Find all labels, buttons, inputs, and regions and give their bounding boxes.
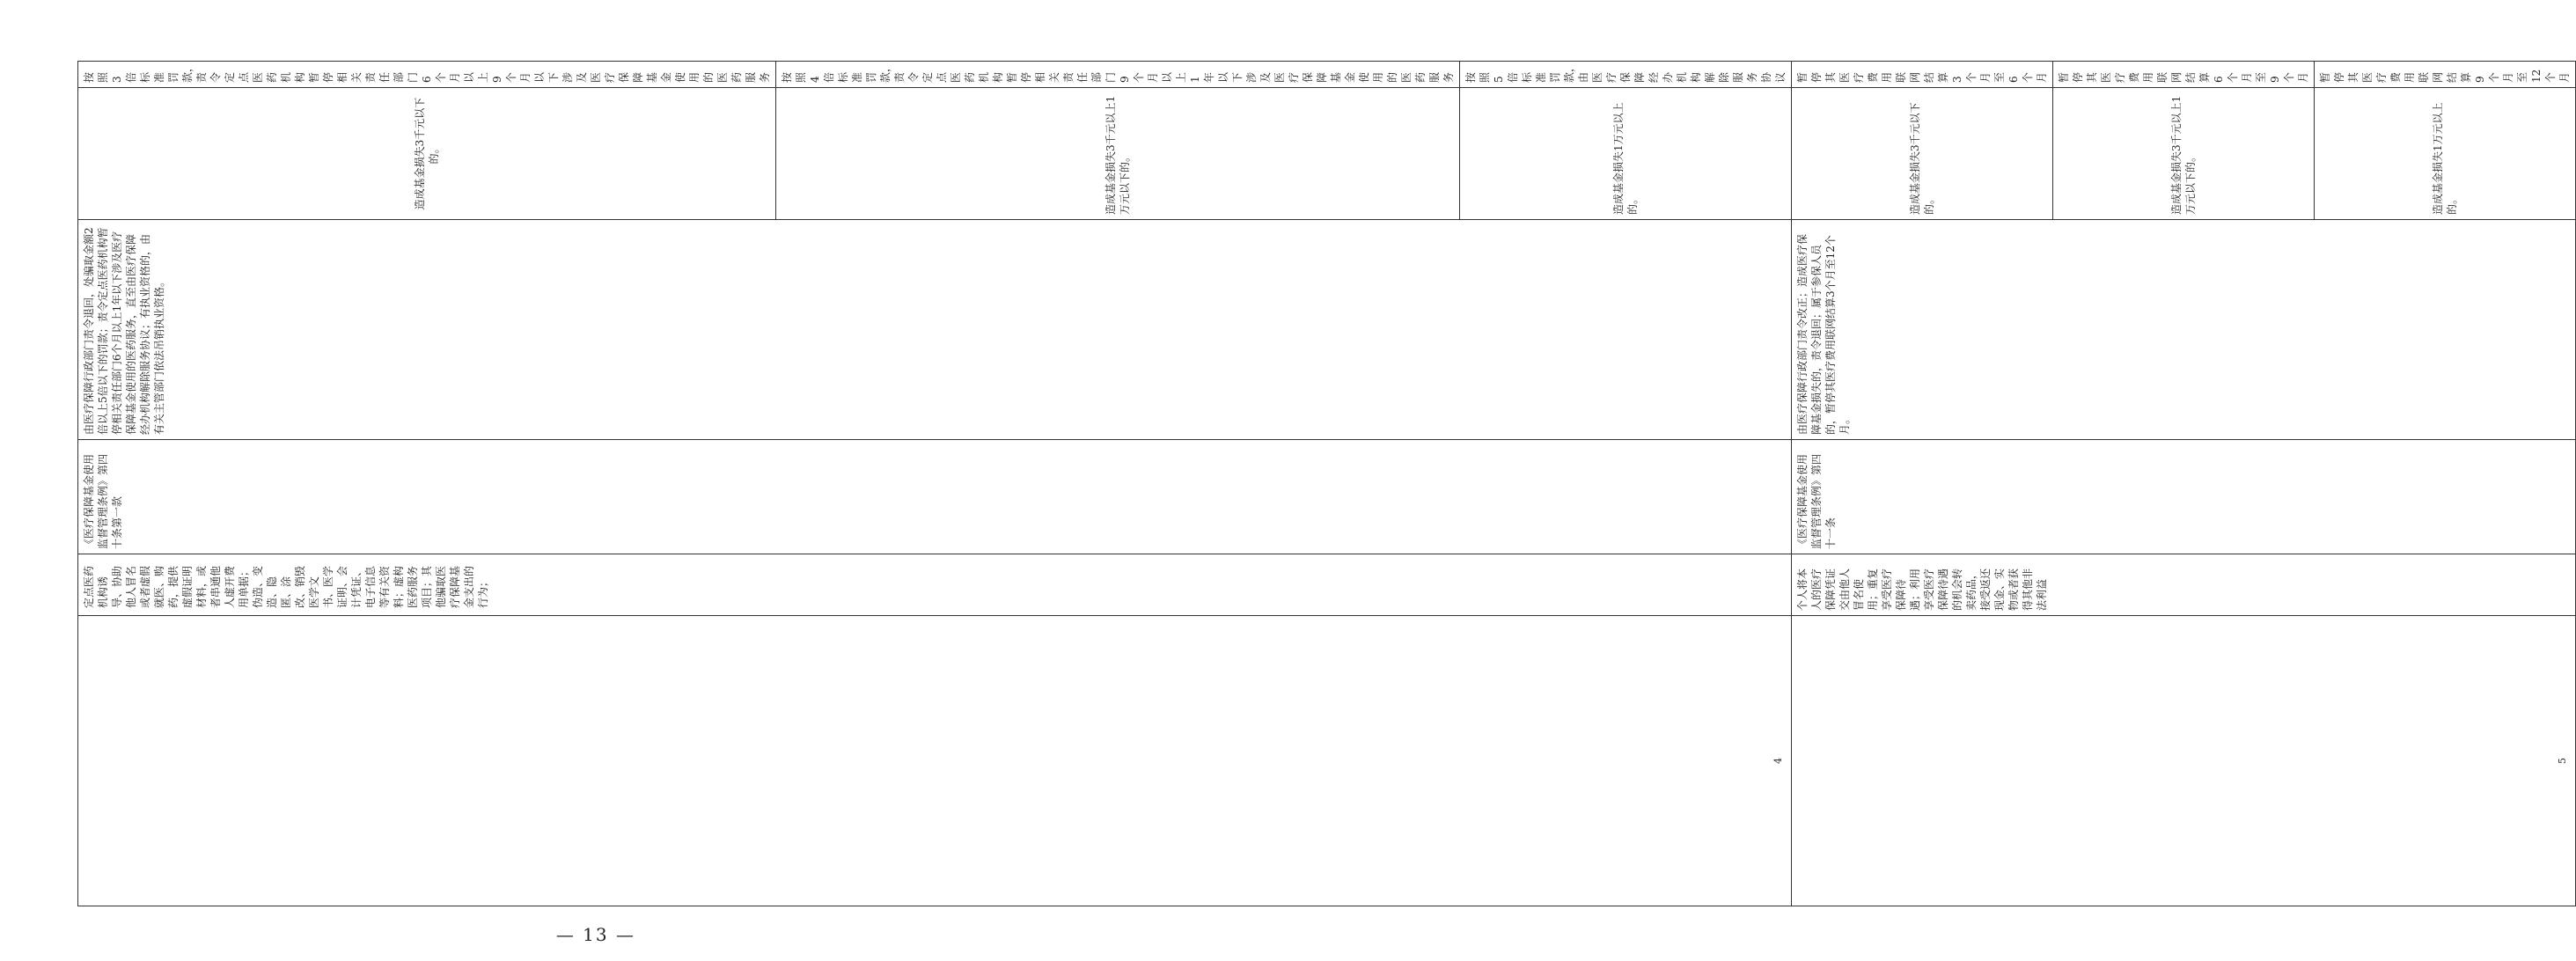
row4-action-1: 按照3倍标准罚款，责令定点医药机构暂停相关责任部门6个月以上9个月以下涉及医疗保障基金使用的医药服务	[78, 62, 776, 88]
row4-penalty: 由医疗保障行政部门责令退回，处骗取金额2倍以上5倍以下的罚款；责令定点医药机构暂停相关责任部门6个月以上1年以下涉及医疗保障基金使用的医药服务，直至由医疗保障经办机构解除服务协议；有执业资格的，由有关主管部门依法吊销执业资格。	[78, 220, 1792, 440]
row5-basis: 《医疗保障基金使用监督管理条例》第四十一条	[1792, 440, 2576, 554]
row5-penalty: 由医疗保障行政部门责令改正；造成医疗保障基金损失的，责令退回；属于参保人员的，暂停其医疗费用联网结算3个月至12个月。	[1792, 220, 2576, 440]
row5-action-2: 暂停其医疗费用联网结算6个月至9个月	[2053, 62, 2315, 88]
page-number: — 13 —	[555, 924, 635, 945]
row4-basis: 《医疗保障基金使用监督管理条例》第四十条第一款	[78, 440, 1792, 554]
row5-conduct: 个人将本人的医疗保障凭证交由他人冒名使用；重复享受医疗保障待遇；利用享受医疗保障待遇的机会转卖药品，接受返还现金、实物或者获得其他非法利益	[1792, 554, 2576, 616]
row4-condition-2: 造成基金损失3千元以上1万元以下的。	[776, 88, 1460, 220]
row4-number: 4	[78, 616, 1792, 906]
penalty-standards-table	[77, 61, 2576, 906]
row5-action-3: 暂停其医疗费用联网结算9个月至12个月	[2315, 62, 2576, 88]
row4-condition-1: 造成基金损失3千元以下的。	[78, 88, 776, 220]
row5-condition-3: 造成基金损失1万元以上的。	[2315, 88, 2576, 220]
row5-condition-1: 造成基金损失3千元以下的。	[1792, 88, 2053, 220]
table-row-5	[1792, 62, 2053, 906]
row5-condition-2: 造成基金损失3千元以上1万元以下的。	[2053, 88, 2315, 220]
row4-action-3: 按照5倍标准罚款，由医疗保障经办机构解除服务协议	[1460, 62, 1792, 88]
row4-action-2: 按照4倍标准罚款，责令定点医药机构暂停相关责任部门9个月以上1年以下涉及医疗保障基金使用的医药服务	[776, 62, 1460, 88]
table-row-4	[78, 62, 776, 906]
row5-action-1: 暂停其医疗费用联网结算3个月至6个月	[1792, 62, 2053, 88]
rotated-table-container	[77, 61, 2571, 906]
row4-condition-3: 造成基金损失1万元以上的。	[1460, 88, 1792, 220]
row5-number: 5	[1792, 616, 2576, 906]
row4-conduct: 定点医药机构诱导、协助他人冒名或者虚假就医、购药，提供虚假证明材料，或者串通他人虚开费用单据；伪造、变造、隐匿、涂改、销毁医学文书、医学证明、会计凭证、电子信息等有关资料；虚构医药服务项目；其他骗取医疗保障基金支出的行为；	[78, 554, 1792, 616]
